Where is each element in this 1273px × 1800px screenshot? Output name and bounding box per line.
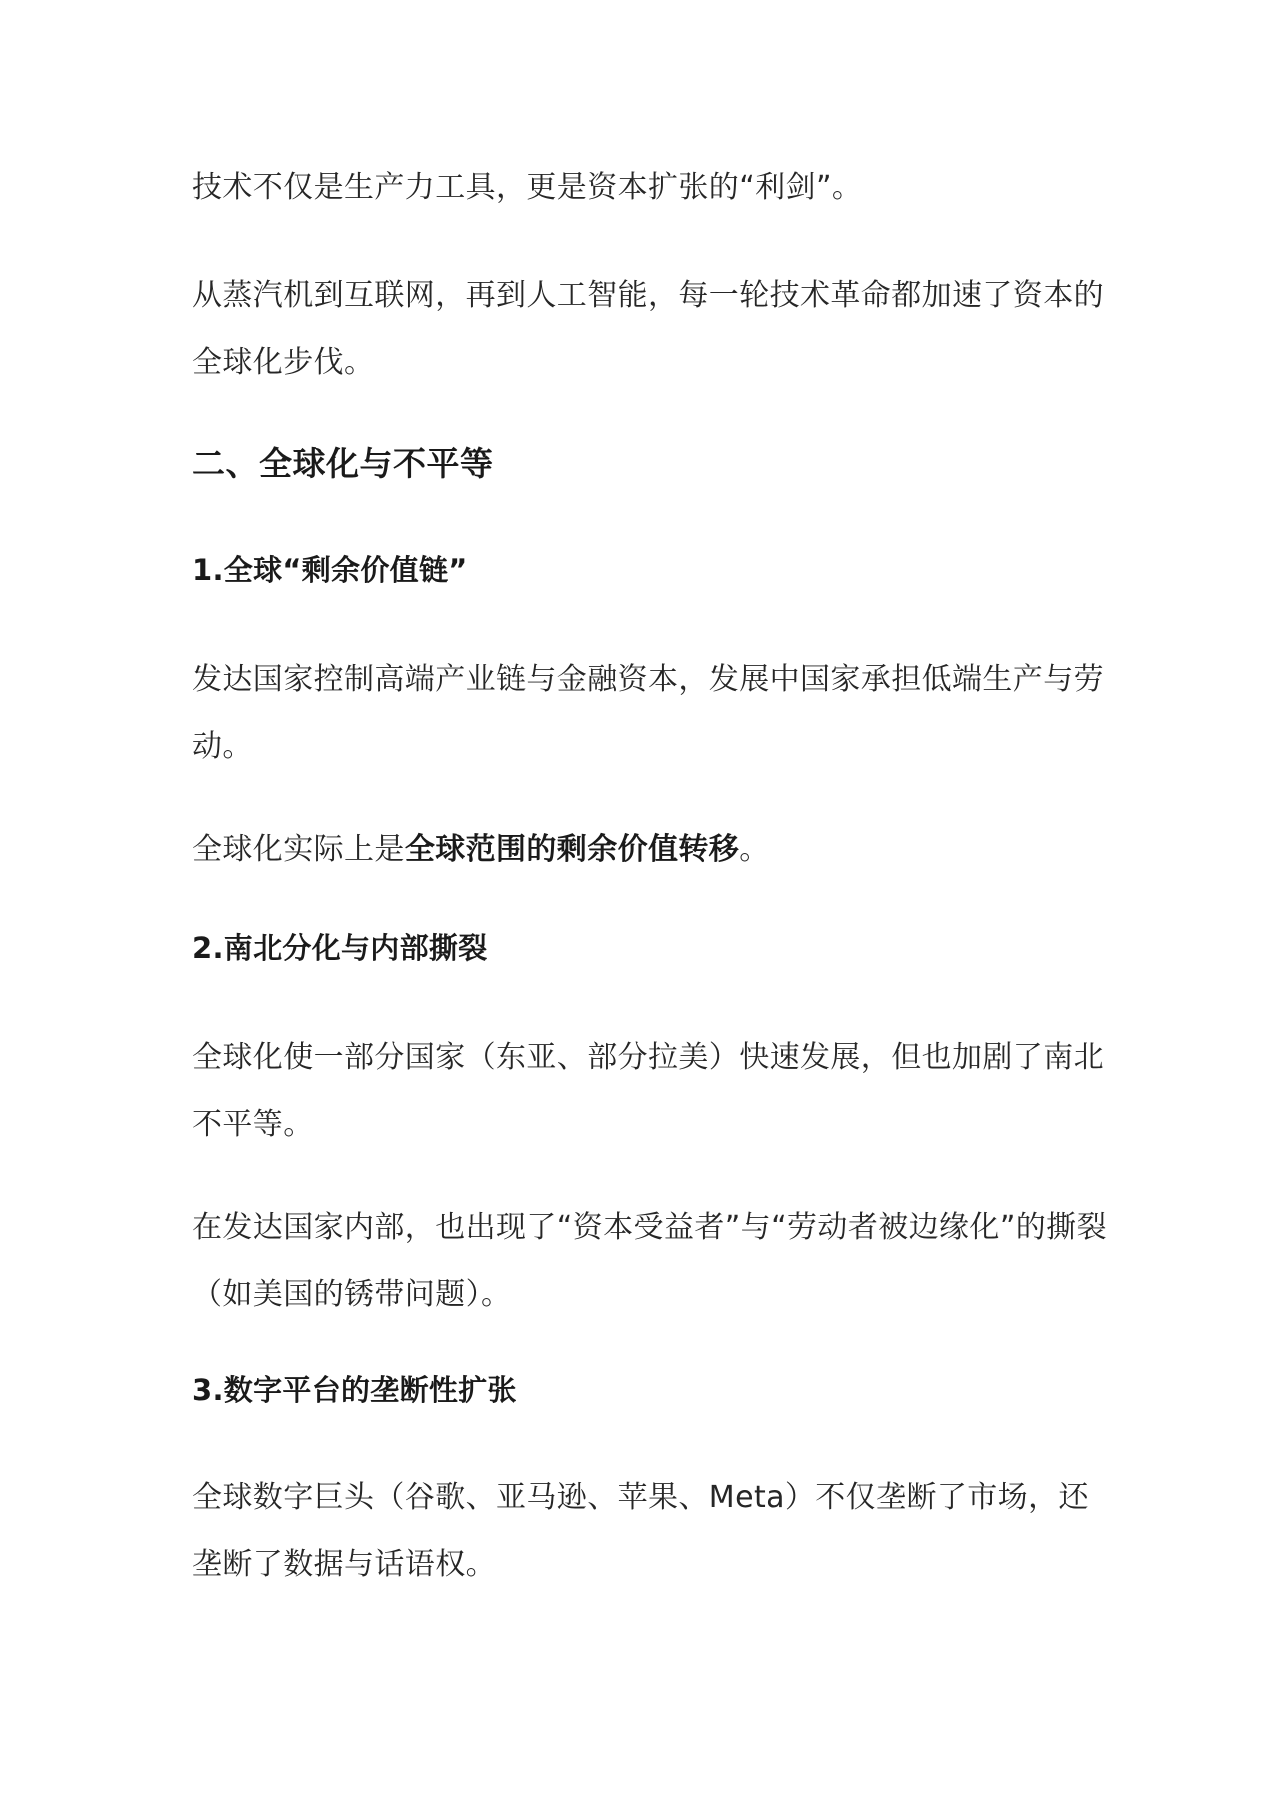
paragraph-tech-sword: [192, 154, 1092, 221]
emphasis-text: 全球范围的剩余价值转移: [404, 832, 740, 867]
paragraph-line: 全球化步伐。: [192, 345, 375, 380]
paragraph-line: （如美国的锈带问题）。: [192, 1277, 512, 1312]
paragraph-line: 不平等。: [192, 1107, 314, 1142]
paragraph-value-chain: [192, 646, 1104, 780]
subsection-heading-1: 1.全球“剩余价值链”: [192, 553, 468, 587]
paragraph-north-south: [192, 1024, 1104, 1158]
paragraph-line: [192, 816, 1092, 883]
paragraph-surplus-transfer: [192, 816, 1092, 883]
paragraph-tech-revolutions: [192, 262, 1104, 396]
subsection-heading-2: 2.南北分化与内部撕裂: [192, 931, 488, 965]
paragraph-line: 从蒸汽机到互联网，再到人工智能，每一轮技术革命都加速了资本的: [192, 278, 1104, 313]
section-heading: 二、全球化与不平等: [192, 444, 494, 483]
paragraph-line: 技术不仅是生产力工具，更是资本扩张的“利剑”。: [192, 170, 863, 205]
paragraph-line: 全球数字巨头（谷歌、亚马逊、苹果、Meta）不仅垄断了市场，还: [192, 1480, 1089, 1515]
paragraph-line: 发达国家控制高端产业链与金融资本，发展中国家承担低端生产与劳: [192, 662, 1104, 697]
paragraph-line: 在发达国家内部，也出现了“资本受益者”与“劳动者被边缘化”的撕裂: [192, 1210, 1107, 1245]
paragraph-line: 垄断了数据与话语权。: [192, 1547, 496, 1582]
paragraph-line: 全球化使一部分国家（东亚、部分拉美）快速发展，但也加剧了南北: [192, 1040, 1104, 1075]
subsection-heading-3: 3.数字平台的垄断性扩张: [192, 1373, 517, 1407]
paragraph-internal-split: [192, 1194, 1107, 1328]
text-suffix: 。: [739, 832, 770, 867]
paragraph-line: 动。: [192, 729, 253, 764]
text-prefix: 全球化实际上是: [192, 832, 405, 867]
paragraph-digital-monopoly: [192, 1464, 1092, 1598]
